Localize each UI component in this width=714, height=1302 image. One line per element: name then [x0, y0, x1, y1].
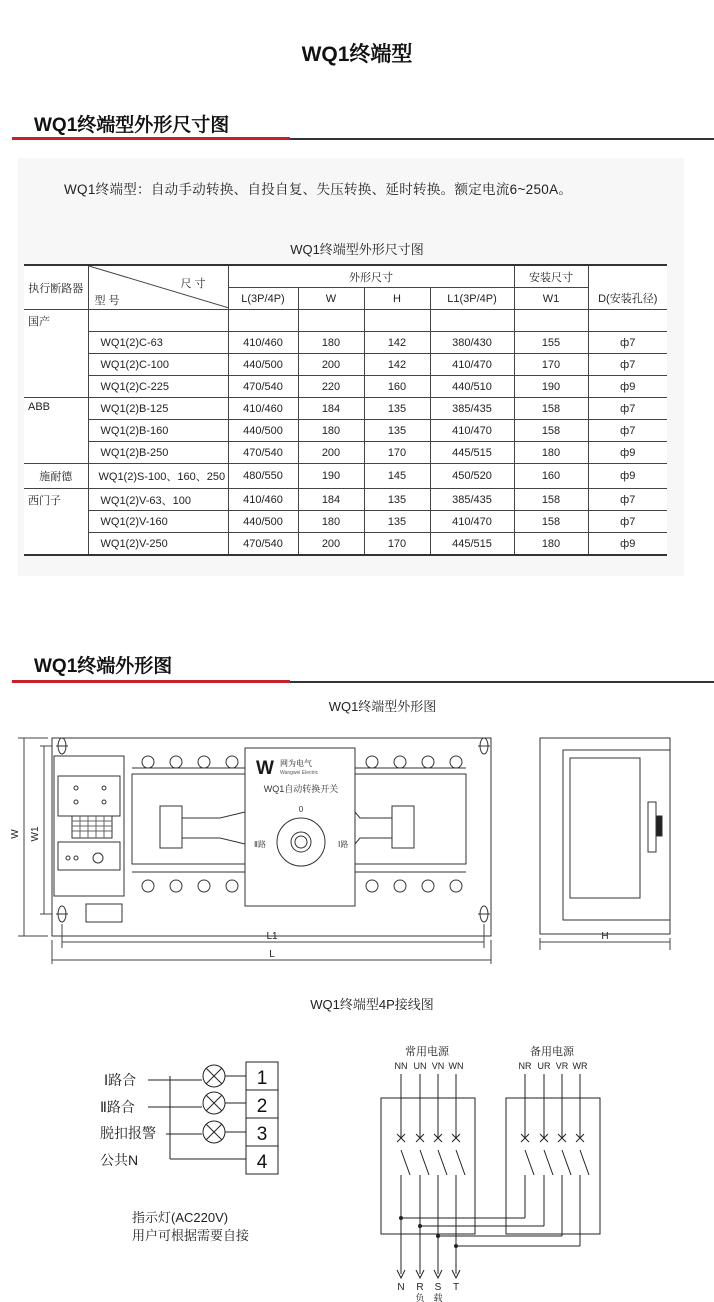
install-blank-header: [588, 265, 667, 288]
table-row: 施耐德 WQ1(2)S-100、160、250 480/550 190 145 450/520 160 ф9: [24, 464, 667, 489]
install-size-header: 安装尺寸: [514, 265, 588, 288]
svg-text:VN: VN: [431, 1061, 445, 1071]
outline-figure-caption: WQ1终端型外形图: [328, 699, 437, 714]
breaker-header: 执行断路器: [24, 265, 88, 310]
corner-size-label: 尺 寸: [180, 278, 206, 290]
corner-header: [88, 265, 228, 310]
dim-H: H: [601, 931, 609, 942]
indicator-label: 公共N: [100, 1152, 139, 1168]
blank-cell: [88, 310, 228, 332]
side-view: [540, 738, 670, 934]
dimension-table: [24, 264, 667, 556]
section-outline-title: WQ1终端外形图: [34, 656, 173, 677]
selector-knob-icon: [277, 818, 325, 866]
brand-en: Wangwei Electric: [280, 770, 319, 776]
svg-text:T: T: [452, 1282, 460, 1293]
svg-text:N: N: [397, 1282, 405, 1293]
indicator-label: Ⅱ路合: [100, 1099, 135, 1115]
dim-W1: W1: [30, 826, 41, 842]
load-label: 负: [415, 1293, 425, 1302]
product-description: WQ1终端型：自动手动转换、自投自复、失压转换、延时转换。额定电流6~250A。: [64, 182, 573, 197]
svg-text:WN: WN: [448, 1061, 464, 1071]
knob-zero: 0: [298, 805, 304, 814]
normal-breaker: [381, 1098, 475, 1234]
svg-text:UN: UN: [413, 1061, 427, 1071]
dim-L1: L1: [266, 931, 278, 942]
svg-text:VR: VR: [555, 1061, 569, 1071]
brand-cn: 网为电气: [280, 759, 312, 768]
backup-source-label: 备用电源: [530, 1046, 574, 1058]
indicator-label: Ⅰ路合: [104, 1072, 137, 1088]
group-abb: ABB: [24, 398, 88, 464]
col-L: L(3P/4P): [228, 288, 298, 310]
page-title: WQ1终端型: [301, 43, 413, 66]
section-dimension-title: WQ1终端型外形尺寸图: [34, 115, 230, 136]
table-row: WQ1(2)V-160 440/500 180 135 410/470 158 ф7: [24, 511, 667, 533]
note-line-2: 用户可根据需要自接: [132, 1228, 250, 1243]
table-row: WQ1(2)B-250 470/540 200 170 445/515 180 ф9: [24, 442, 667, 464]
svg-text:R: R: [416, 1282, 424, 1293]
svg-text:2: 2: [256, 1096, 268, 1117]
group-siemens: 西门子: [24, 489, 88, 556]
table-row: 西门子 WQ1(2)V-63、100 410/460 184 135 385/435 158 ф7: [24, 489, 667, 511]
svg-text:1: 1: [256, 1068, 268, 1089]
wiring-figure-caption: WQ1终端型4P接线图: [310, 997, 434, 1012]
svg-text:UR: UR: [537, 1061, 551, 1071]
section-divider-accent: [12, 137, 290, 140]
switch-name: WQ1自动转换开关: [263, 784, 339, 794]
contact-cross-icon: [397, 1134, 584, 1142]
terminal-strip: [86, 904, 122, 922]
brand-logo-icon: [256, 758, 274, 779]
group-domestic: 国产: [24, 310, 88, 398]
knob-right: Ⅰ路: [338, 840, 349, 849]
svg-text:3: 3: [256, 1124, 268, 1145]
table-row: ABB WQ1(2)B-125 410/460 184 135 385/435 158 ф7: [24, 398, 667, 420]
svg-text:NN: NN: [394, 1061, 408, 1071]
table-row: WQ1(2)B-160 440/500 180 135 410/470 158 ф7: [24, 420, 667, 442]
dim-W: W: [10, 829, 21, 839]
col-W1: W1: [514, 288, 588, 310]
col-H: H: [364, 288, 430, 310]
svg-text:4: 4: [256, 1152, 268, 1173]
svg-text:WR: WR: [572, 1061, 588, 1071]
svg-text:S: S: [434, 1282, 442, 1293]
table-row: WQ1(2)C-100 440/500 200 142 410/470 170 ф7: [24, 354, 667, 376]
indicator-label: 脱扣报警: [100, 1125, 156, 1141]
wiring-diagram: [0, 1030, 714, 1302]
col-W: W: [298, 288, 364, 310]
group-schneider: 施耐德: [24, 464, 88, 489]
load-label: 载: [433, 1293, 443, 1302]
indicator-lamp-icon: [203, 1065, 225, 1143]
col-L1: L1(3P/4P): [430, 288, 514, 310]
brand-logo-mark: W: [256, 758, 274, 779]
table-caption: WQ1终端型外形尺寸图: [290, 242, 424, 257]
section-divider-accent: [12, 680, 290, 683]
dim-L: L: [269, 949, 275, 960]
outline-size-header: 外形尺寸: [228, 265, 514, 288]
col-D: D(安装孔径): [588, 288, 667, 310]
corner-model-label: 型 号: [94, 295, 120, 307]
table-row: WQ1(2)V-250 470/540 200 170 445/515 180 ф9: [24, 533, 667, 556]
svg-text:NR: NR: [518, 1061, 532, 1071]
note-line-1: 指示灯(AC220V): [132, 1210, 229, 1225]
table-row: WQ1(2)C-225 470/540 220 160 440/510 190 ф9: [24, 376, 667, 398]
normal-source-label: 常用电源: [405, 1046, 449, 1058]
knob-left: Ⅱ路: [254, 840, 266, 849]
outline-drawing: [0, 720, 714, 970]
table-row: WQ1(2)C-63 410/460 180 142 380/430 155 ф7: [24, 332, 667, 354]
